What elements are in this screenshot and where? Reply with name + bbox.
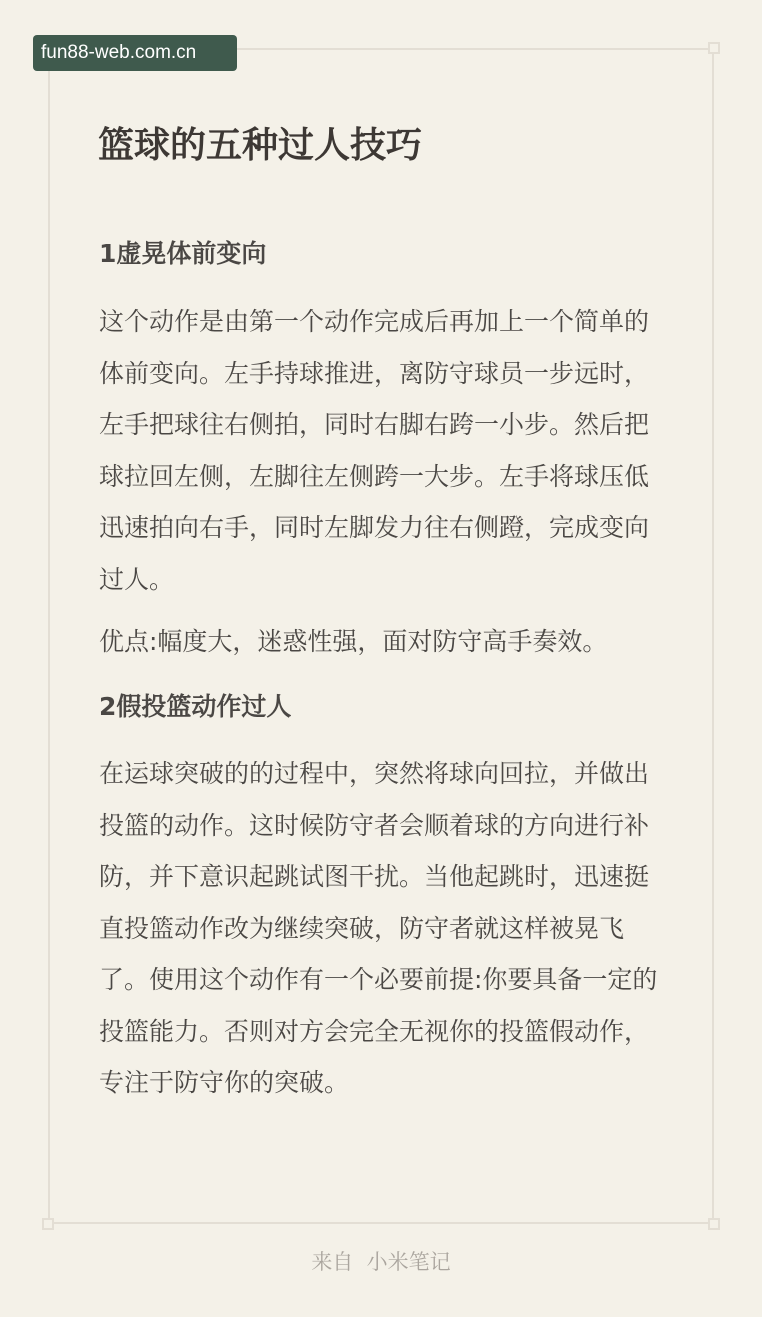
section-1-pros: 优点:幅度大，迷惑性强，面对防守高手奏效。 [99, 627, 608, 656]
frame-corner-ornament [42, 1218, 54, 1230]
section-2-body: 在运球突破的的过程中，突然将球向回拉，并做出投篮的动作。这时候防守者会顺着球的方向进行补防，并下意识起跳试图干扰。当他起跳时，迅速挺直投篮动作改为继续突破，防守者就这样被晃飞了。使用这个动作有一个必要前提:你要具备一定的投篮能力。否则对方会完全无视你的投篮假动作，专注于防守你的突破。 [99, 759, 658, 1097]
section-1-heading: 1虚晃体前变向 [99, 239, 267, 268]
section-1-body: 这个动作是由第一个动作完成后再加上一个简单的体前变向。左手持球推进，离防守球员一步远时，左手把球往右侧拍，同时右脚右跨一小步。然后把球拉回左侧，左脚往左侧跨一大步。左手将球压低迅速拍向右手，同时左脚发力往右侧蹬，完成变向过人。 [99, 307, 650, 594]
source-footer: 来自 小米笔记 [311, 1250, 451, 1274]
watermark-badge: fun88-web.com.cn [33, 35, 237, 71]
frame-corner-ornament [708, 42, 720, 54]
frame-corner-ornament [708, 1218, 720, 1230]
note-title: 篮球的五种过人技巧 [98, 125, 423, 166]
section-2-heading: 2假投篮动作过人 [99, 692, 292, 721]
